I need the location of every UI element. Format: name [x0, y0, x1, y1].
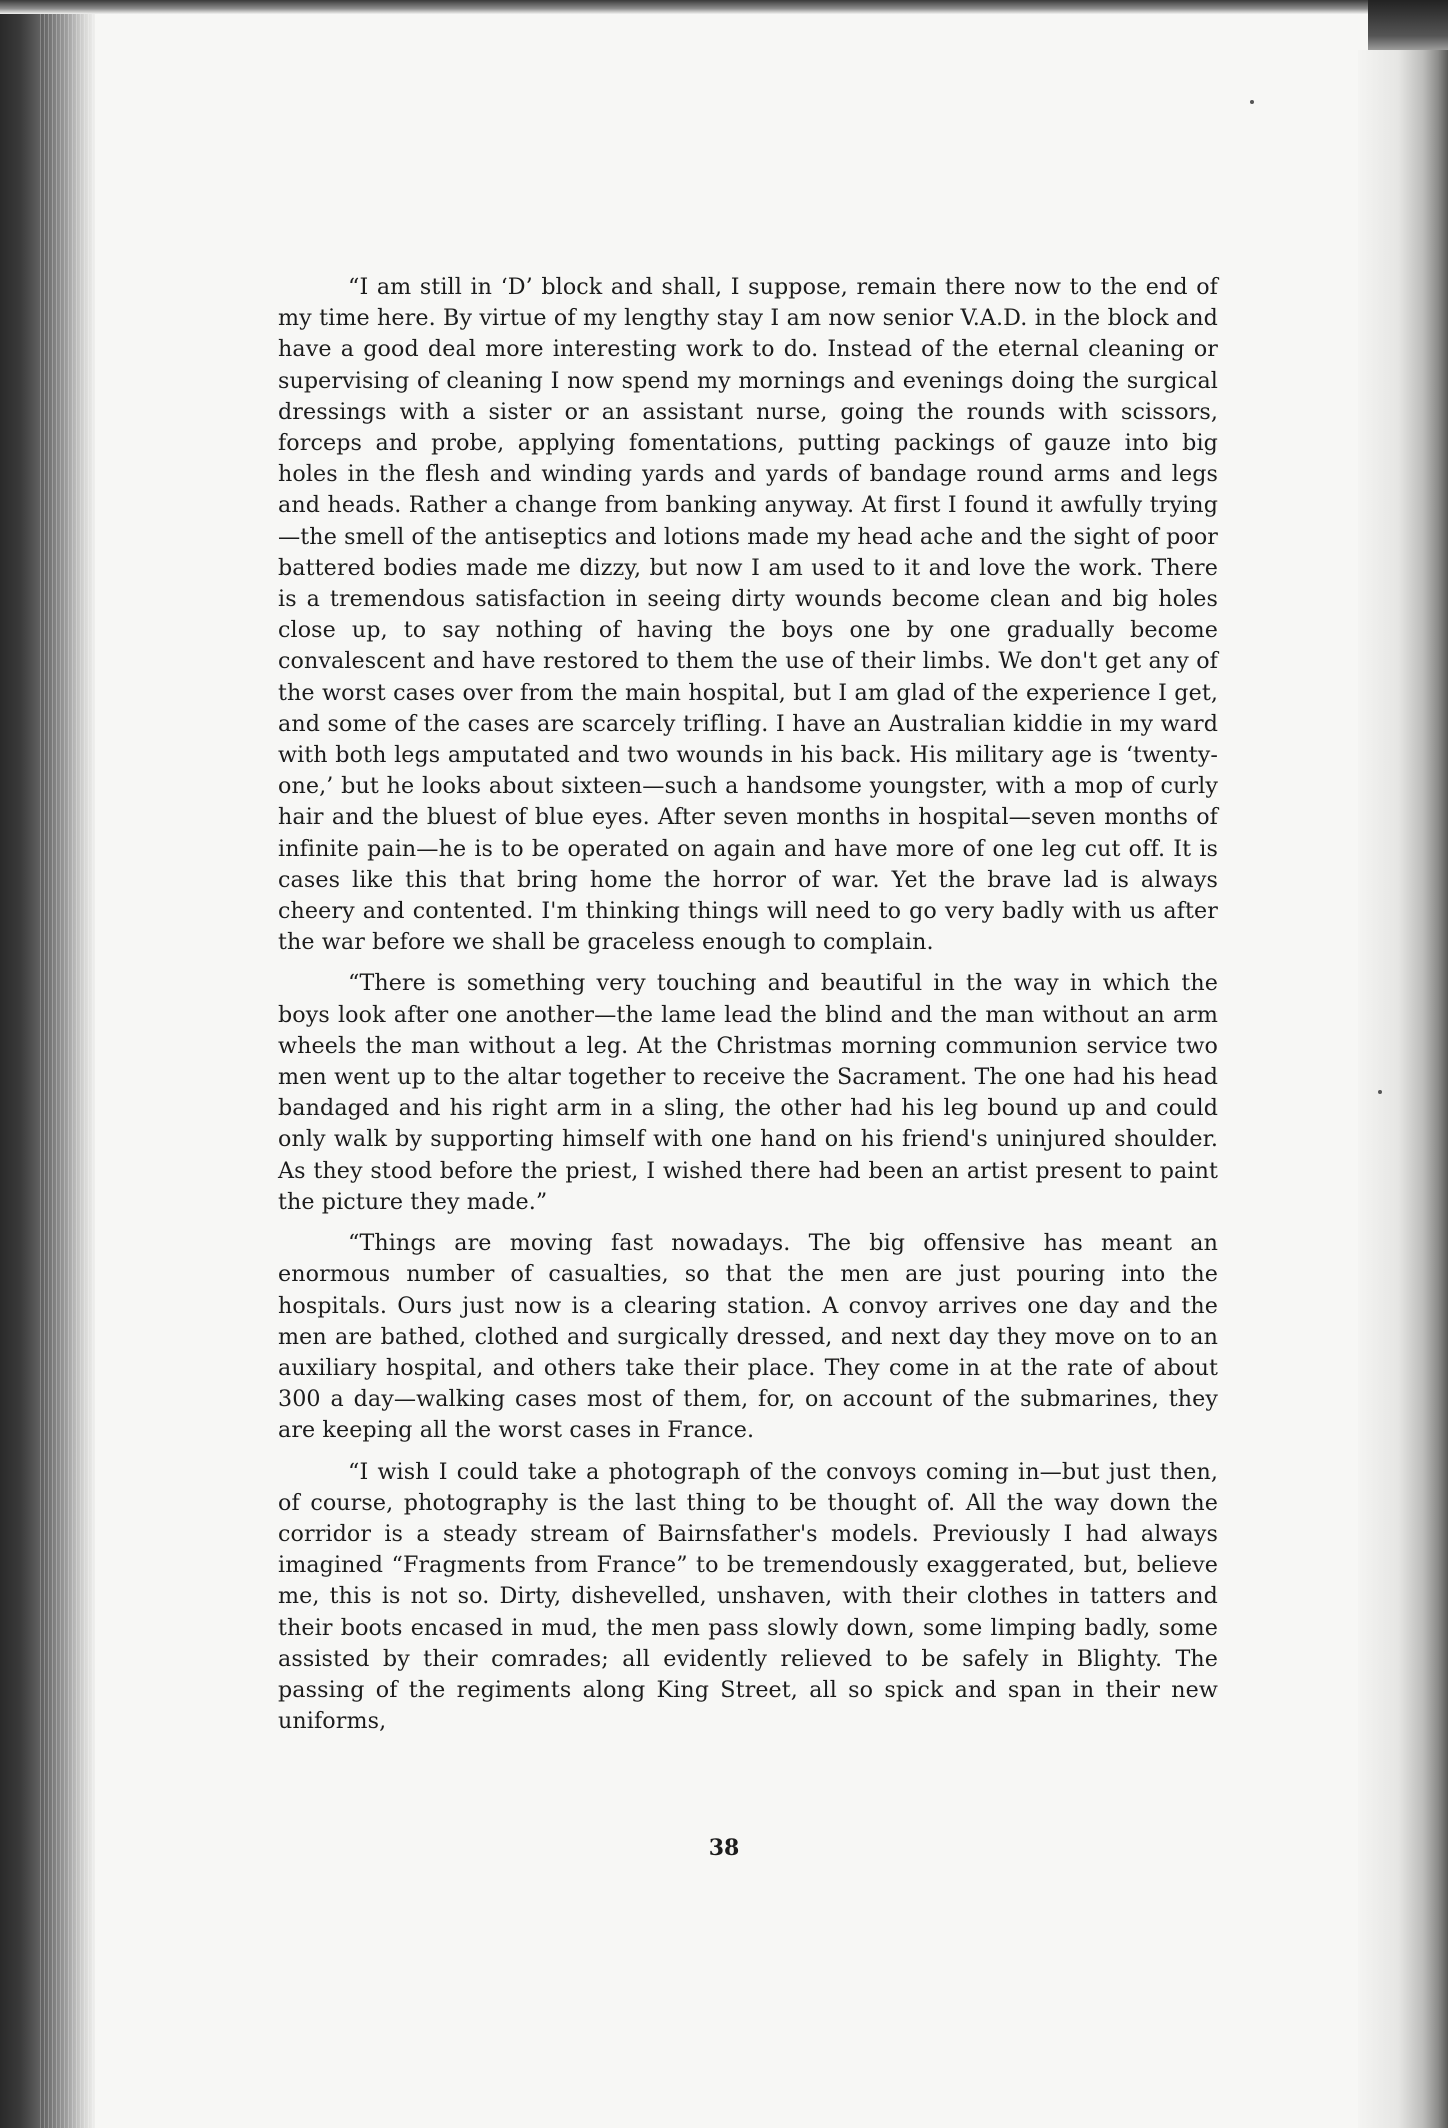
- page-number: 38: [708, 1835, 740, 1861]
- page-text-body: [278, 272, 1218, 1747]
- book-right-edge: [1358, 50, 1448, 2128]
- scan-top-edge: [0, 0, 1448, 14]
- page-stack-lines: [40, 0, 95, 2128]
- paragraph-1: “I am still in ‘D’ block and shall, I suppose, remain there now to the end of my time here. By virtue of my lengthy stay I am now senior V.A.D. in the block and have a good deal more interesting work to do. Instead of the eternal cleaning or supervising of cleaning I now spend my mornings and evenings doing the surgical dressings with a sister or an assistant nurse, going the rounds with scissors, forceps and probe, applying fomentations, putting packings of gauze into big holes in the flesh and winding yards and yards of bandage round arms and legs and heads. Rather a change from banking anyway. At first I found it awfully trying—the smell of the antiseptics and lotions made my head ache and the sight of poor battered bodies made me dizzy, but now I am used to it and love the work. There is a tremendous satisfaction in seeing dirty wounds become clean and big holes close up, to say nothing of having the boys one by one gradually become convalescent and have restored to them the use of their limbs. We don't get any of the worst cases over from the main hospital, but I am glad of the experience I get, and some of the cases are scarcely trifling. I have an Australian kiddie in my ward with both legs amputated and two wounds in his back. His military age is ‘twenty-one,’ but he looks about sixteen—such a handsome youngster, with a mop of curly hair and the bluest of blue eyes. After seven months in hospital—seven months of infinite pain—he is to be operated on again and have more of one leg cut off. It is cases like this that bring home the horror of war. Yet the brave lad is always cheery and contented. I'm thinking things will need to go very badly with us after the war before we shall be graceless enough to complain.: [278, 274, 1218, 956]
- paragraph-4: “I wish I could take a photograph of the convoys coming in—but just then, of course, photography is the last thing to be thought of. All the way down the corridor is a steady stream of Bairnsfather's models. Previously I had always imagined “Fragments from France” to be tremendously exaggerated, but, believe me, this is not so. Dirty, dishevelled, unshaven, with their clothes in tatters and their boots encased in mud, the men pass slowly down, some limping badly, some assisted by their comrades; all evidently relieved to be safely in Blighty. The passing of the regiments along King Street, all so spick and span in their new uniforms,: [278, 1458, 1218, 1735]
- paragraph-2: “There is something very touching and beautiful in the way in which the boys look after one another—the lame lead the blind and the man without an arm wheels the man without a leg. At the Christmas morning communion service two men went up to the altar together to receive the Sacrament. The one had his head bandaged and his right arm in a sling, the other had his leg bound up and could only walk by supporting himself with one hand on his friend's uninjured shoulder. As they stood before the priest, I wished there had been an artist present to paint the picture they made.”: [278, 970, 1218, 1215]
- paragraph-3: “Things are moving fast nowadays. The big offensive has meant an enormous number of casualties, so that the men are just pouring into the hospitals. Ours just now is a clearing station. A convoy arrives one day and the men are bathed, clothed and surgically dressed, and next day they move on to an auxiliary hospital, and others take their place. They come in at the rate of about 300 a day—walking cases most of them, for, on account of the submarines, they are keeping all the worst cases in France.: [278, 1230, 1218, 1444]
- scan-speck: [1378, 1090, 1382, 1094]
- scan-speck: [1250, 100, 1254, 104]
